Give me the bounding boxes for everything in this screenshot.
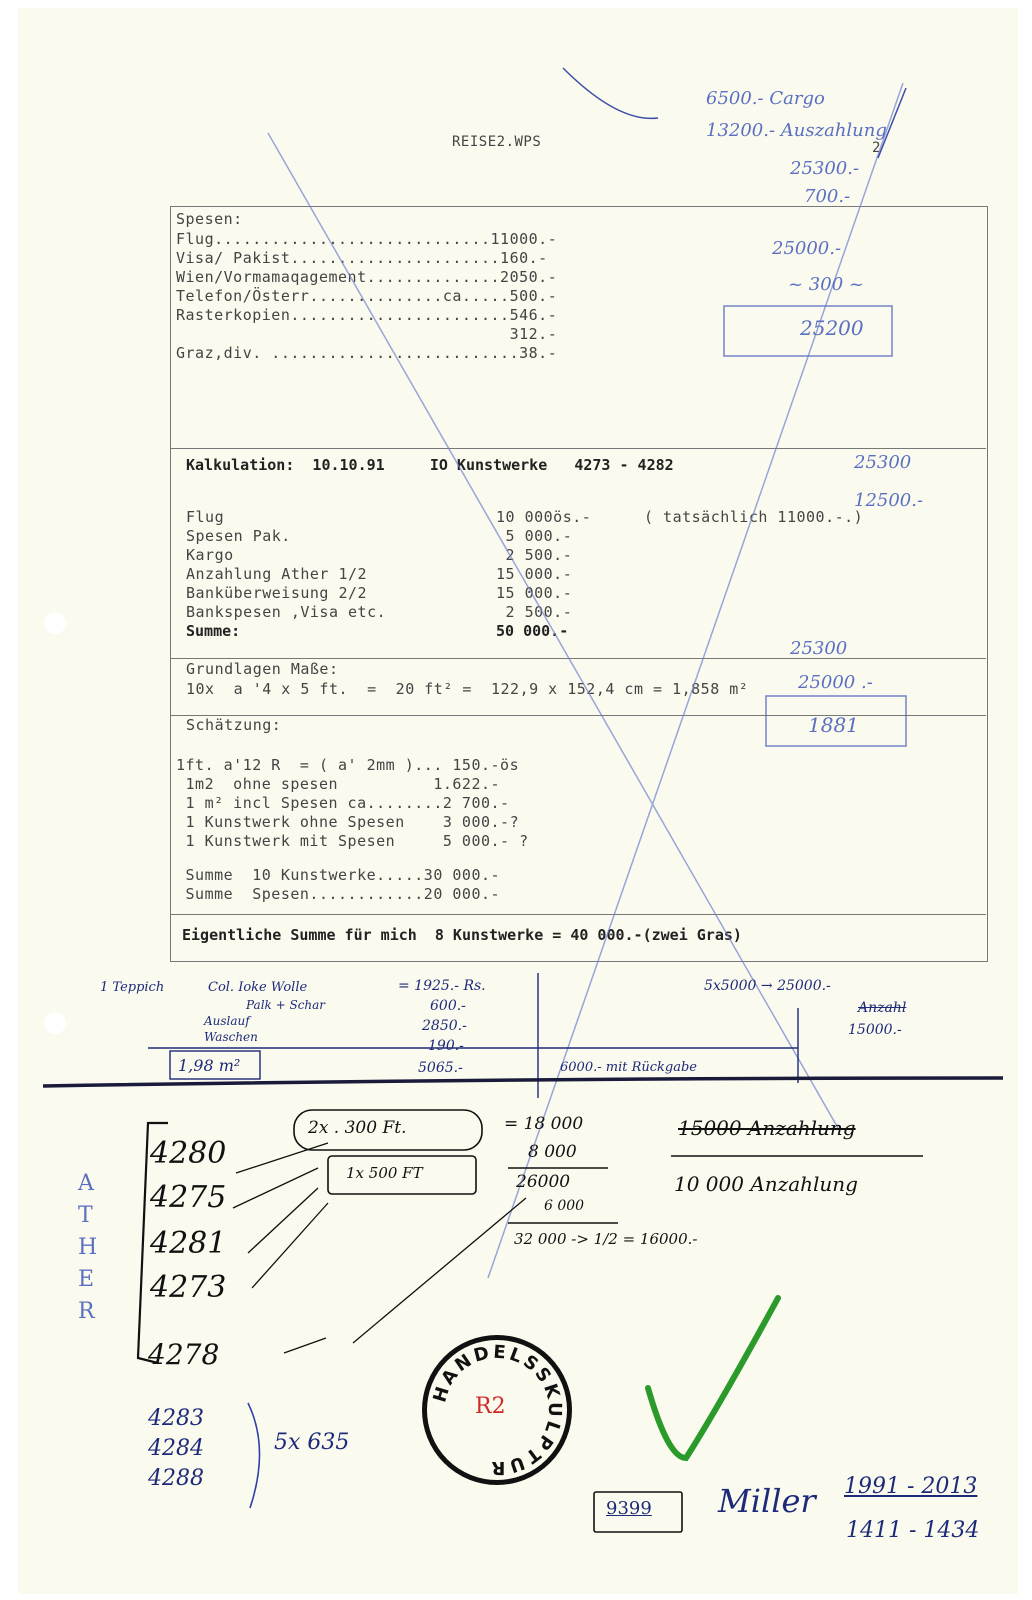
hand-note: 25300.- [790, 158, 860, 179]
hand-note: 25300 [790, 638, 848, 659]
summe-line: Summe Spesen............20 000.- [176, 885, 501, 903]
hand-note: 25000.- [772, 238, 842, 259]
ather-letter: T [78, 1203, 93, 1228]
hand-note: 25300 [854, 452, 912, 473]
hand-note: 13200.- Auszahlung [706, 120, 887, 141]
stamp-text: HANDELSSKULPTUR [429, 1341, 566, 1479]
hand-note: 1,98 m² [178, 1056, 241, 1075]
kalk-note: ( tatsächlich 11000.-.) [644, 508, 864, 526]
spesen-line: Rasterkopien.......................546.- [176, 306, 558, 324]
hand-note: ~ 300 ~ [788, 274, 864, 295]
hand-note: 5x5000 → 25000.- [704, 978, 831, 994]
artwork-number: 4288 [148, 1466, 204, 1491]
kalk-sum-label: Summe: [186, 622, 241, 640]
year-range: 1411 - 1434 [846, 1518, 980, 1543]
hand-note: = 18 000 [504, 1114, 584, 1134]
ather-label [78, 1168, 102, 1328]
artwork-number: 4284 [148, 1436, 204, 1461]
stamp-code: R2 [475, 1394, 506, 1419]
hand-note: 1 Teppich [100, 980, 165, 995]
page-number: 2 [872, 140, 881, 156]
hand-note: 2850.- [422, 1018, 467, 1034]
spesen-line: Graz,div. ..........................38.- [176, 344, 558, 362]
hand-note: Col. Ioke Wolle [208, 980, 308, 995]
spesen-line: Flug.............................11000.- [176, 230, 558, 248]
eigentliche-summe: Eigentliche Summe für mich 8 Kunstwerke = 40 000.-(zwei Gras) [182, 926, 742, 944]
spesen-line: Visa/ Pakist......................160.- [176, 249, 548, 267]
kalk-label: Spesen Pak. [186, 527, 291, 545]
hand-note: 6000.- mit Rückgabe [560, 1060, 697, 1075]
kalk-value: 2 500.- [496, 546, 573, 564]
hand-note: 10 000 Anzahlung [674, 1172, 858, 1196]
green-check-mark [648, 1298, 778, 1458]
hand-note: 190.- [428, 1038, 464, 1054]
spesen-line: Wien/Vormamaqagement..............2050.- [176, 268, 558, 286]
hand-note: 5065.- [418, 1060, 463, 1076]
hand-note: 12500.- [854, 490, 924, 511]
year-range: 1991 - 2013 [844, 1474, 978, 1499]
hand-note: Palk + Schar [246, 998, 326, 1012]
signature: Miller [718, 1482, 816, 1520]
schaetzung-line: 1 m² incl Spesen ca........2 700.- [176, 794, 510, 812]
lower-bracket [248, 1403, 260, 1508]
kalkulation-heading: Kalkulation: 10.10.91 IO Kunstwerke 4273 - 4282 [186, 456, 674, 474]
artwork-number: 4283 [148, 1406, 204, 1431]
ather-letter: H [78, 1235, 98, 1260]
kalk-value: 15 000.- [496, 565, 573, 583]
kalk-value: 5 000.- [496, 527, 573, 545]
kalk-value: 10 000ös.- [496, 508, 592, 526]
artwork-number: 4280 [150, 1136, 227, 1171]
handelsskulptur-stamp [422, 1335, 572, 1485]
kalk-label: Bankspesen ,Visa etc. [186, 603, 387, 621]
hand-note: = 1925.- Rs. [398, 978, 486, 994]
schaetzung-line: 1m2 ohne spesen 1.622.- [176, 775, 501, 793]
hand-note: Auslauf [204, 1014, 250, 1028]
spesen-line: 312.- [176, 325, 558, 343]
hand-note: 1881 [808, 713, 859, 737]
schaetzung-line: 1ft. a'12 R = ( a' 2mm )... 150.-ös [176, 756, 520, 774]
spesen-line: Telefon/Österr..............ca.....500.- [176, 287, 558, 305]
ather-letter: E [78, 1267, 95, 1292]
hand-note: 5x 635 [274, 1430, 350, 1455]
artwork-number: 4273 [150, 1270, 227, 1305]
kalk-label: Kargo [186, 546, 234, 564]
hand-note: 25000 .- [798, 672, 873, 693]
document-page [18, 8, 1018, 1594]
hand-note: Anzahl [858, 1000, 907, 1016]
schaetzung-line: 1 Kunstwerk mit Spesen 5 000.- ? [176, 832, 529, 850]
file-name: REISE2.WPS [452, 134, 542, 150]
kalk-label: Flug [186, 508, 225, 526]
artwork-number: 4275 [150, 1180, 227, 1215]
hand-note: 25200 [800, 316, 864, 340]
ather-letter: R [78, 1299, 95, 1324]
hand-note: 2x . 300 Ft. [308, 1118, 407, 1138]
grundlagen-title: Grundlagen Maße: [186, 660, 339, 678]
kalk-value: 15 000.- [496, 584, 573, 602]
hand-note: 700.- [804, 186, 851, 207]
schaetzung-line: 1 Kunstwerk ohne Spesen 3 000.-? [176, 813, 520, 831]
kalk-label: Anzahlung Ather 1/2 [186, 565, 368, 583]
hand-note: 6 000 [544, 1198, 585, 1214]
kalk-sum-value: 50 000.- [496, 622, 569, 640]
hand-note: 1x 500 FT [346, 1164, 423, 1182]
hand-note: 15000.- [848, 1022, 902, 1038]
ather-letter: A [78, 1171, 94, 1196]
schaetzung-title: Schätzung: [186, 716, 282, 734]
top-right-arrow [563, 68, 906, 158]
summe-line: Summe 10 Kunstwerke.....30 000.- [176, 866, 501, 884]
hand-note: 15000 Anzahlung [678, 1116, 856, 1140]
grundlagen-line: 10x a '4 x 5 ft. = 20 ft² = 122,9 x 152,4 cm = 1,858 m² [186, 680, 749, 698]
kalk-value: 2 500.- [496, 603, 573, 621]
hand-note: 8 000 [528, 1142, 577, 1162]
artwork-number: 4278 [148, 1338, 220, 1371]
hand-note: 600.- [430, 998, 466, 1014]
hand-note: 6500.- Cargo [706, 88, 825, 109]
artwork-number: 4281 [150, 1226, 227, 1261]
kalk-label: Banküberweisung 2/2 [186, 584, 368, 602]
inventory-number: 9399 [606, 1498, 652, 1519]
spesen-title: Spesen: [176, 210, 243, 228]
hand-note: 32 000 -> 1/2 = 16000.- [514, 1230, 698, 1248]
hand-note: 26000 [516, 1172, 571, 1192]
hand-note: Waschen [204, 1030, 258, 1044]
